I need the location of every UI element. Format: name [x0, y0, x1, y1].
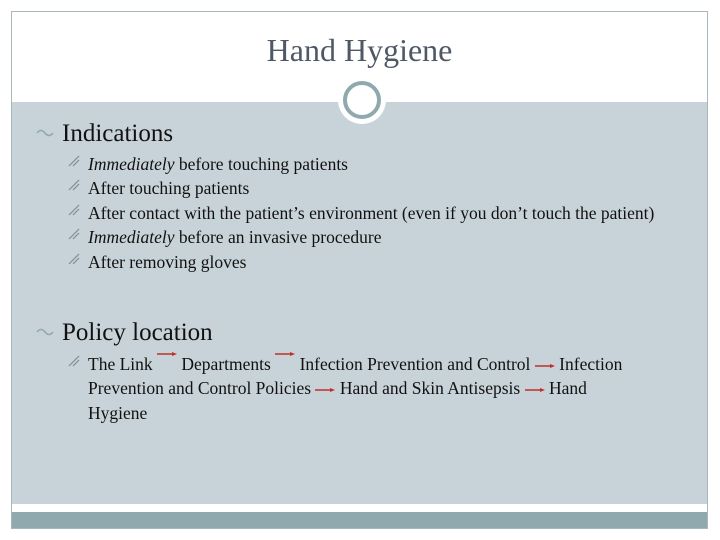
sub-bullet-icon: [67, 352, 81, 376]
footer-bar: [12, 512, 707, 528]
list-item: [67, 225, 667, 249]
indications-list: [67, 152, 667, 274]
bullet-icon: [36, 325, 54, 342]
arrow-right-icon: [533, 358, 557, 370]
slide-title: Hand Hygiene: [266, 32, 453, 68]
item-text: before an invasive procedure: [174, 227, 382, 248]
slide: [11, 11, 708, 529]
sub-bullet-icon: [67, 225, 81, 249]
sub-bullet-icon: [67, 250, 81, 274]
path-step: Departments: [181, 354, 271, 374]
sub-bullet-icon: [67, 152, 81, 176]
path-step: Infection Prevention and Control: [299, 354, 531, 374]
path-step: The Link: [88, 354, 153, 374]
section-policy-location: [36, 319, 213, 347]
item-text: After removing gloves: [88, 251, 247, 272]
list-item: [67, 201, 667, 225]
arrow-right-icon: [523, 382, 547, 394]
section-title: Policy location: [62, 319, 213, 346]
path-step: Hand Hygiene: [88, 378, 587, 423]
path-step: Hand and Skin Antisepsis: [339, 378, 521, 399]
path-step: Infection Prevention and Control Policies: [88, 354, 623, 399]
list-item: [67, 152, 667, 176]
sub-bullet-icon: [67, 176, 81, 200]
list-item: [67, 176, 667, 200]
list-item: [67, 250, 667, 274]
policy-path-list: [67, 352, 647, 425]
emphasis-text: Immediately: [88, 154, 175, 174]
item-text: After touching patients: [88, 178, 250, 199]
bullet-icon: [36, 126, 54, 143]
arrow-right-icon: [155, 352, 179, 364]
emphasis-text: Immediately: [88, 227, 175, 248]
list-item: [67, 352, 647, 425]
item-text: before touching patients: [174, 154, 348, 174]
section-title: Indications: [62, 120, 174, 147]
sub-bullet-icon: [67, 201, 81, 225]
arrow-right-icon: [313, 382, 337, 394]
arrow-right-icon: [273, 352, 297, 364]
decorative-ring-icon: [343, 81, 381, 119]
section-indications: [36, 120, 173, 148]
item-text: After contact with the patient’s environment (even if you don’t touch the patient): [88, 202, 655, 223]
